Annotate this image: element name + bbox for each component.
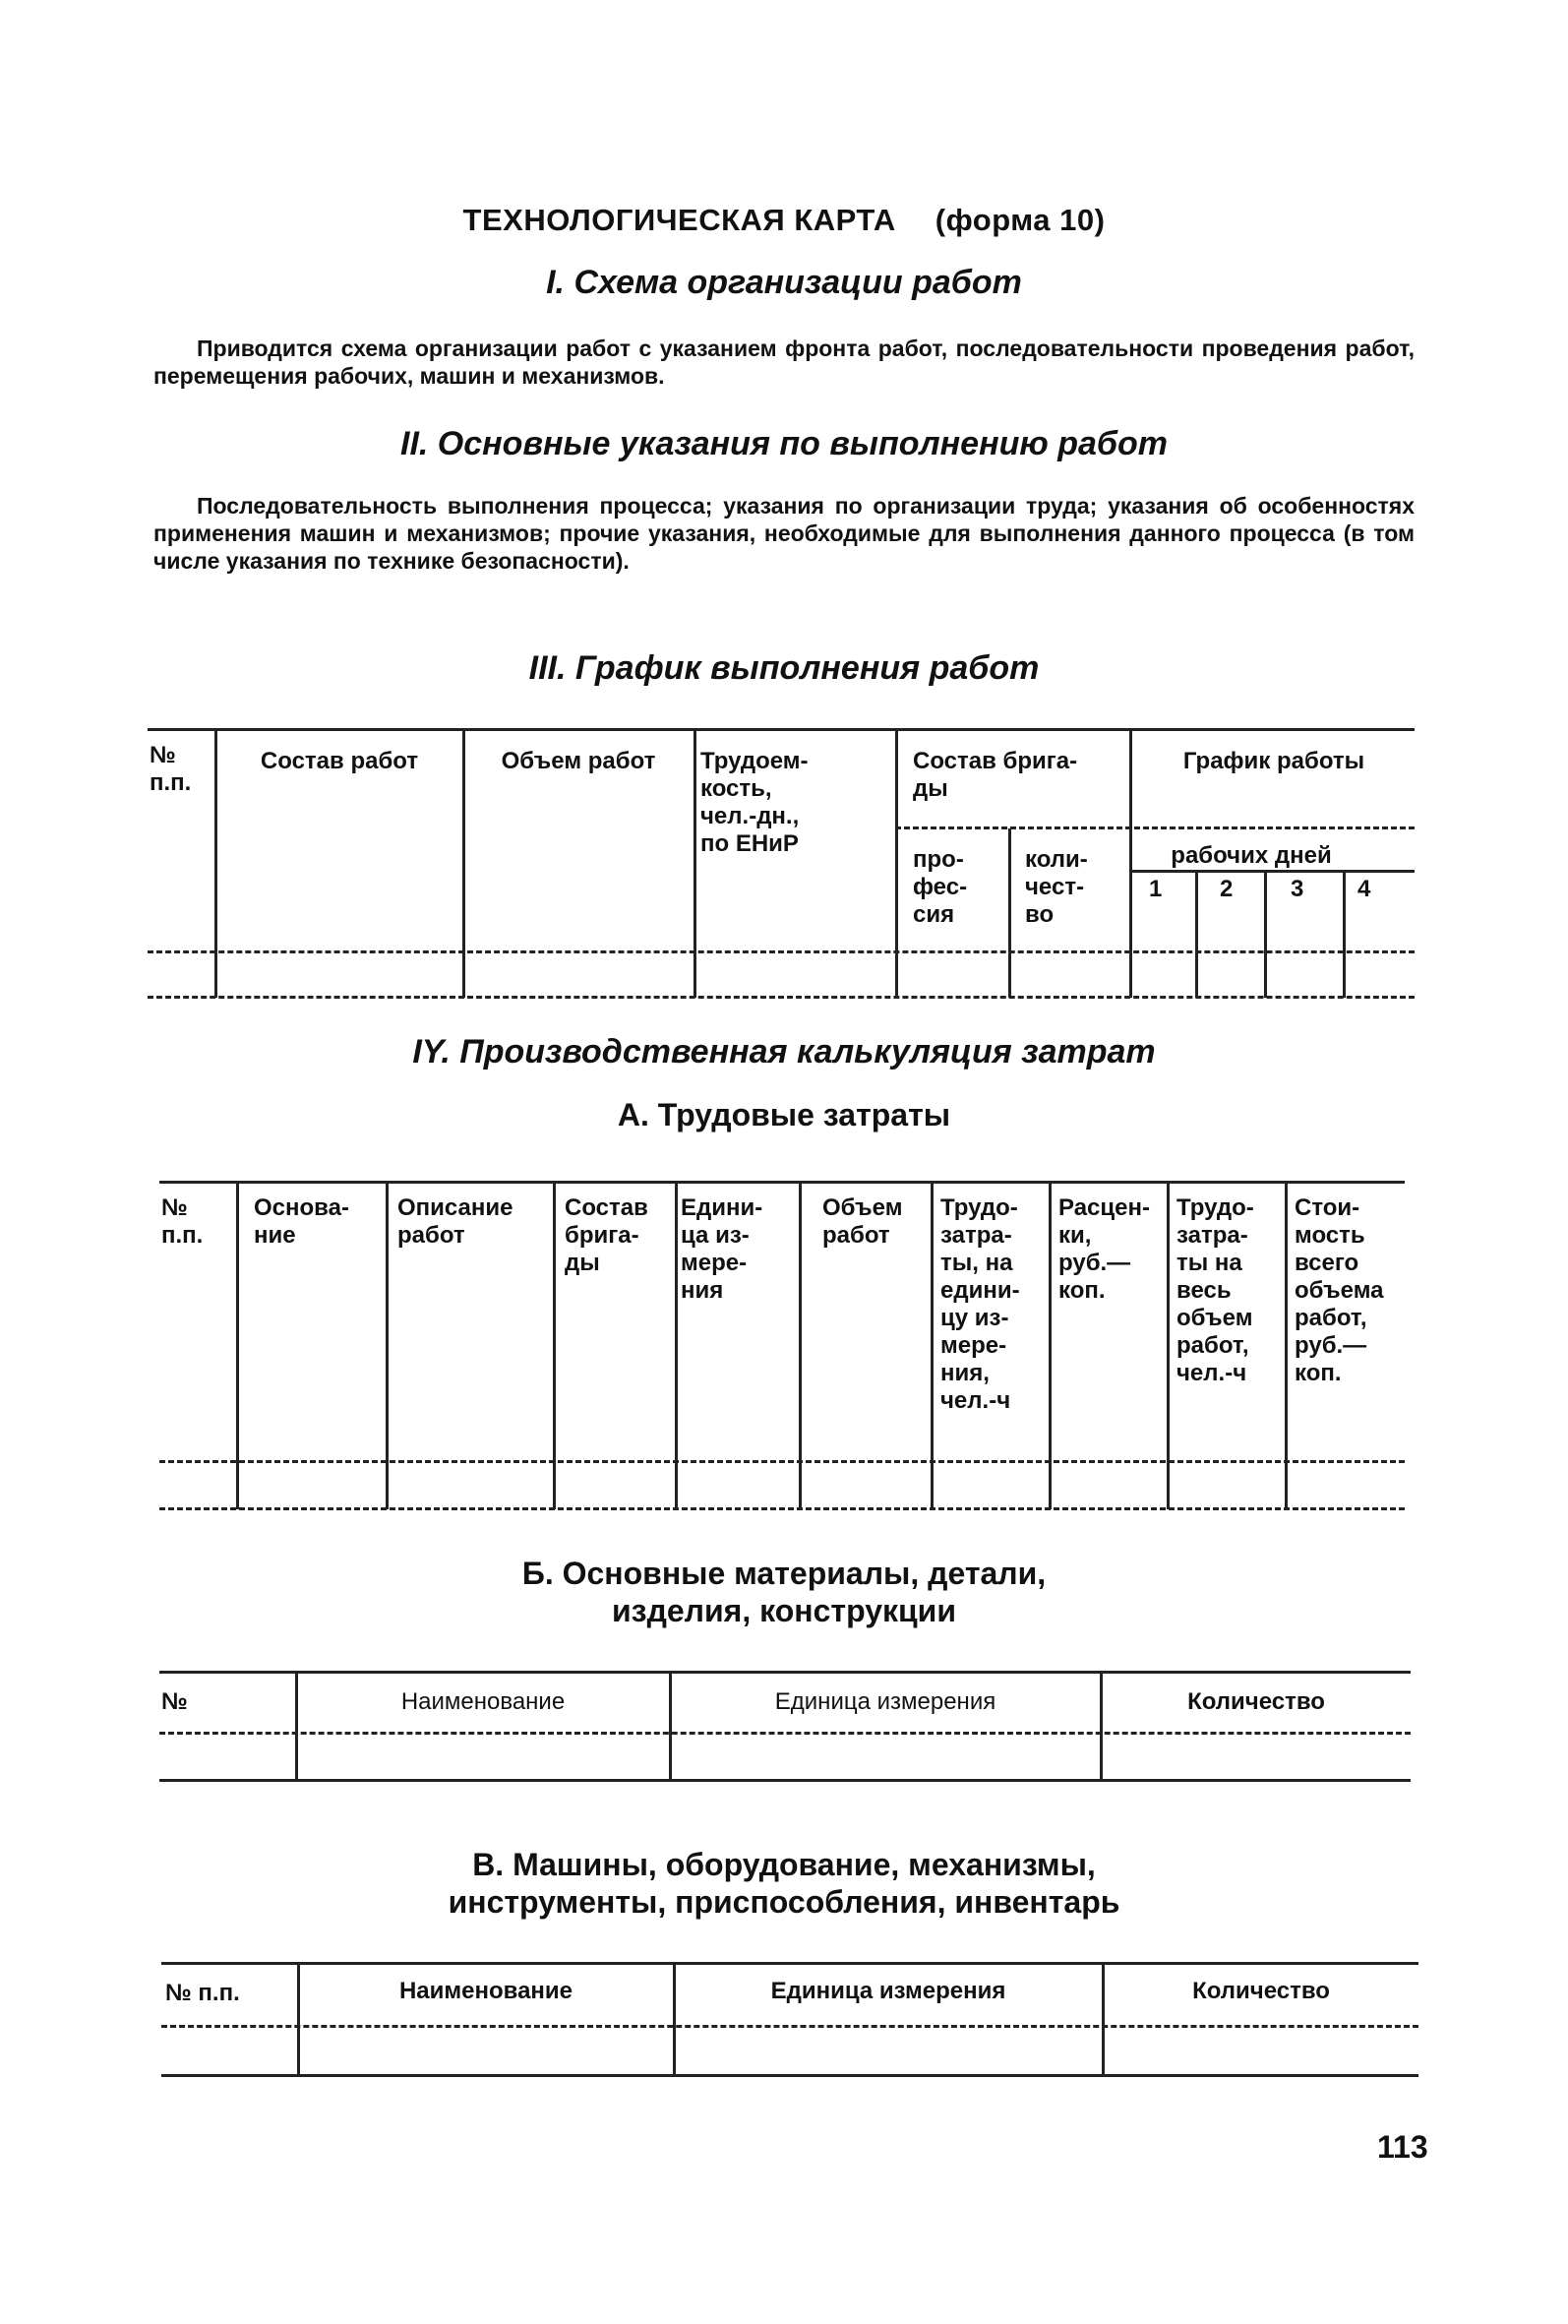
rule <box>386 1183 389 1509</box>
rule <box>159 1732 1411 1735</box>
rule <box>148 996 1415 999</box>
col-num-header: № п.п. <box>150 742 192 796</box>
rule <box>895 730 898 998</box>
c-col-name: Наименование <box>398 1978 573 2004</box>
col-volume-header: Объем работ <box>501 748 656 774</box>
rule <box>148 950 1415 953</box>
table-b-title: Б. Основные материалы, детали, изделия, конструкции <box>521 1556 1047 1628</box>
a-col-basis: Основа- ние <box>254 1194 349 1249</box>
rule <box>931 1183 934 1509</box>
rule <box>214 730 217 998</box>
rule <box>675 1183 678 1509</box>
rule <box>159 1671 1411 1674</box>
section-2-text <box>153 492 1415 575</box>
col-schedule-header: График работы <box>1182 748 1365 774</box>
rule <box>895 826 1415 829</box>
rule <box>295 1673 298 1779</box>
rule <box>669 1673 672 1779</box>
b-col-unit: Единица измерения <box>774 1688 996 1715</box>
table-c-title: В. Машины, оборудование, механизмы, инструменты, приспособления, инвентарь <box>448 1847 1120 1920</box>
b-col-quantity: Количество <box>1187 1688 1325 1715</box>
col-profession-header: про- фес- сия <box>913 846 968 928</box>
section-1-text <box>153 335 1415 390</box>
rule <box>1008 828 1011 998</box>
section-1-title: I. Схема организации работ <box>546 264 1022 301</box>
rule <box>161 2025 1418 2028</box>
section-4-title: IY. Производственная калькуляция затрат <box>412 1033 1156 1070</box>
a-col-cost: Стои- мость всего объема работ, руб.— коп. <box>1295 1194 1384 1386</box>
col-composition-header: Состав работ <box>260 748 419 774</box>
rule <box>1131 870 1415 873</box>
rule <box>1343 872 1346 998</box>
c-col-quantity: Количество <box>1192 1978 1330 2004</box>
rule <box>1129 730 1132 998</box>
a-col-labor-total: Трудо- затра- ты на весь объем работ, чел.-ч <box>1176 1194 1254 1386</box>
col-workdays-header: рабочих дней <box>1171 842 1332 869</box>
rule <box>1285 1183 1288 1509</box>
table-a-title: А. Трудовые затраты <box>617 1097 951 1132</box>
rule <box>1100 1673 1103 1779</box>
a-col-rates: Расцен- ки, руб.— коп. <box>1058 1194 1150 1304</box>
title-text: ТЕХНОЛОГИЧЕСКАЯ КАРТА <box>462 203 896 237</box>
rule <box>694 730 696 998</box>
rule <box>553 1183 556 1509</box>
col-quantity-header: коли- чест- во <box>1025 846 1088 928</box>
rule <box>159 1507 1405 1510</box>
a-col-description: Описание работ <box>397 1194 513 1249</box>
day-2-header: 2 <box>1220 876 1234 902</box>
rule <box>159 1779 1411 1782</box>
rule <box>159 1460 1405 1463</box>
day-4-header: 4 <box>1357 876 1371 902</box>
b-col-name: Наименование <box>400 1688 566 1715</box>
rule <box>148 728 1415 731</box>
section-2-text-content: Последовательность выполнения процесса; указания по организации труда; указания об особенностях применения машин и механизмов; прочие указания, необходимые для выполнения данного процесса (в том числе указания по технике безопасности). <box>153 493 1415 574</box>
rule <box>1102 1964 1105 2074</box>
day-1-header: 1 <box>1149 876 1163 902</box>
col-labor-header: Трудоем- кость, чел.-дн., по ЕНиР <box>700 748 809 857</box>
a-col-labor-unit: Трудо- затра- ты, на едини- цу из- мере- ния, чел.-ч <box>940 1194 1020 1414</box>
a-col-num: № п.п. <box>161 1194 204 1249</box>
page-title <box>0 203 1568 238</box>
rule <box>236 1183 239 1509</box>
rule <box>1264 872 1267 998</box>
c-col-num: № п.п. <box>165 1980 240 2006</box>
rule <box>159 1181 1405 1184</box>
page-number: 113 <box>1377 2129 1428 2165</box>
a-col-brigade: Состав брига- ды <box>565 1194 648 1276</box>
col-brigade-header: Состав брига- ды <box>913 748 1078 802</box>
form-label: (форма 10) <box>935 203 1106 237</box>
b-col-num: № <box>161 1688 188 1715</box>
rule <box>673 1964 676 2074</box>
day-3-header: 3 <box>1291 876 1304 902</box>
rule <box>1049 1183 1052 1509</box>
c-col-unit: Единица измерения <box>770 1978 1006 2004</box>
rule <box>1195 872 1198 998</box>
a-col-unit: Едини- ца из- мере- ния <box>681 1194 763 1304</box>
rule <box>297 1964 300 2074</box>
rule <box>462 730 465 998</box>
section-3-title: III. График выполнения работ <box>528 649 1040 687</box>
a-col-volume: Объем работ <box>822 1194 903 1249</box>
rule <box>1167 1183 1170 1509</box>
section-1-text-content: Приводится схема организации работ с указанием фронта работ, последовательности проведения работ, перемещения рабочих, машин и механизмов. <box>153 336 1415 389</box>
rule <box>799 1183 802 1509</box>
rule <box>161 1962 1418 1965</box>
rule <box>161 2074 1418 2077</box>
section-2-title: II. Основные указания по выполнению работ <box>400 425 1168 462</box>
